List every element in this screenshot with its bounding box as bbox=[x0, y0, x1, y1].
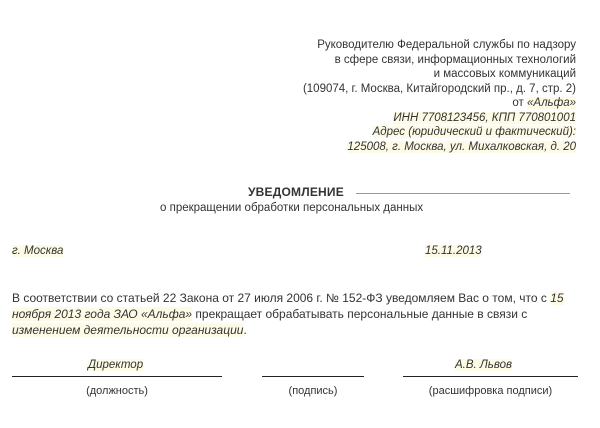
addressee-line: в сфере связи, информационных технологий bbox=[334, 53, 576, 66]
signature-line bbox=[262, 376, 364, 377]
document-title: УВЕДОМЛЕНИЕ bbox=[248, 185, 344, 199]
body-highlight-date-company: 15 ноября 2013 года ЗАО «Альфа» bbox=[12, 291, 564, 321]
place: г. Москва bbox=[12, 245, 64, 257]
position-value: Директор bbox=[88, 359, 144, 371]
addressee-line: (109074, г. Москва, Китайгородский пр., д. 7, стр. 2) bbox=[302, 82, 576, 95]
position-line bbox=[12, 376, 222, 377]
sender-from bbox=[303, 96, 576, 111]
sender-address-label: Адрес (юридический и фактический): bbox=[372, 126, 576, 138]
body-text-2: прекращает обрабатывать персональные данные в связи с bbox=[192, 307, 528, 321]
addressee-line: и массовых коммуникаций bbox=[433, 68, 576, 80]
title-rule bbox=[356, 193, 570, 194]
addressee-block bbox=[303, 38, 576, 154]
name-caption: (расшифровка подписи) bbox=[428, 385, 553, 397]
sender-name: «Альфа» bbox=[527, 97, 576, 109]
body-text-1: В соответствии со статьей 22 Закона от 27 июля 2006 г. № 152-ФЗ уведомляем Вас о том, что с bbox=[12, 291, 551, 305]
sender-address: 125008, г. Москва, ул. Михалковская, д. 20 bbox=[347, 140, 576, 153]
name-line bbox=[403, 376, 578, 377]
document-subtitle: о прекращении обработки персональных данных bbox=[160, 202, 424, 214]
signature-caption: (подпись) bbox=[288, 385, 338, 397]
addressee-line: Руководителю Федеральной службы по надзору bbox=[317, 39, 576, 51]
sender-inn-kpp: ИНН 7708123456, КПП 770801001 bbox=[393, 111, 576, 124]
date: 15.11.2013 bbox=[425, 245, 482, 257]
position-caption: (должность) bbox=[86, 385, 148, 397]
from-prefix: от bbox=[512, 97, 527, 109]
body-highlight-reason: изменением деятельности организации bbox=[12, 323, 244, 337]
body-text-3: . bbox=[243, 323, 247, 337]
body-paragraph bbox=[12, 290, 586, 338]
name-value: А.В. Львов bbox=[455, 359, 513, 371]
